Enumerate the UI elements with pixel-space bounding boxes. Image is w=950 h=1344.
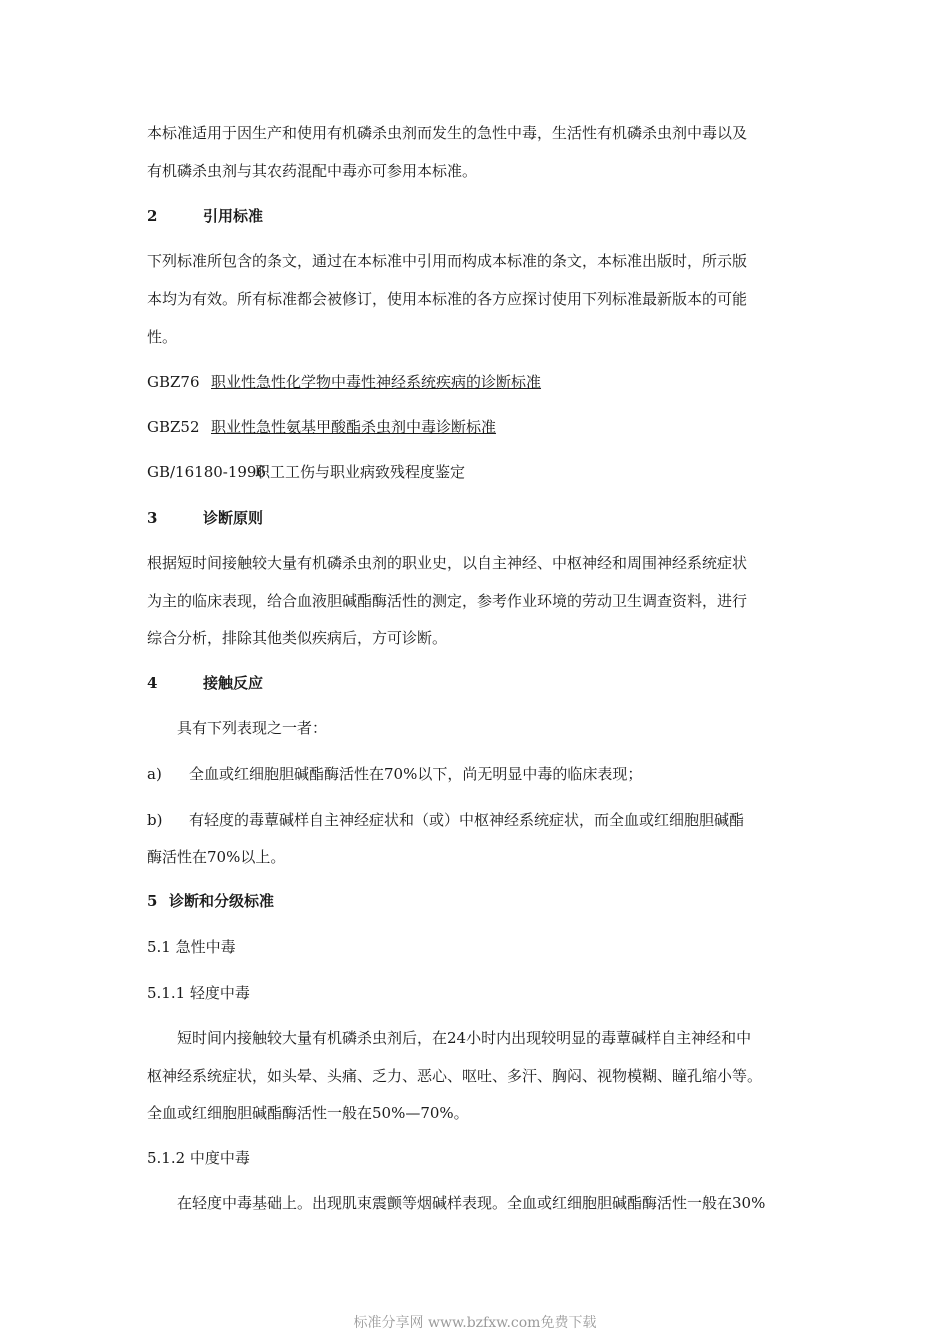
section-3-para-line: 综合分析，排除其他类似疾病后，方可诊断。 [147,629,448,647]
section-2-para-line: 本均为有效。所有标准都会被修订，使用本标准的各方应探讨使用下列标准最新版本的可能 [147,290,748,308]
subsection-5-1-1-para-line: 全血或红细胞胆碱酯酶活性一般在50%—70%。 [147,1104,469,1122]
section-3-heading [147,508,263,528]
section-title: 引用标准 [203,207,264,225]
reference-link[interactable]: 职业性急性化学物中毒性神经系统疾病的诊断标准 [211,373,542,391]
reference-code: GB/16180-1996 [147,463,267,481]
footer-watermark: 标准分享网 www.bzfxw.com免费下载 [353,1315,597,1331]
reference-link[interactable]: 职业性急性氨基甲酸酯杀虫剂中毒诊断标准 [211,418,497,436]
section-2-heading [147,206,263,226]
section-3-para-line: 为主的临床表现，给合血液胆碱酯酶活性的测定，参考作业环境的劳动卫生调查资料，进行 [147,592,748,610]
subsection-5-1-1-heading: 5.1.1 轻度中毒 [147,984,250,1002]
reference-item [147,417,496,437]
list-item-b [147,810,744,830]
reference-item [147,372,541,392]
section-title: 诊断原则 [203,509,264,527]
reference-code: GBZ52 [147,418,200,436]
reference-item [147,462,465,482]
reference-code: GBZ76 [147,373,200,391]
subsection-5-1-2-para-line: 在轻度中毒基础上。出现肌束震颤等烟碱样表现。全血或红细胞胆碱酯酶活性一般在30% [177,1194,766,1212]
scope-line-1: 本标准适用于因生产和使用有机磷杀虫剂而发生的急性中毒，生活性有机磷杀虫剂中毒以及 [147,124,748,142]
section-5-heading [147,891,274,911]
subsection-5-1-heading: 5.1 急性中毒 [147,938,236,956]
section-title: 接触反应 [203,674,264,692]
section-2-para-line: 下列标准所包含的条文，通过在本标准中引用而构成本标准的条文，本标准出版时，所示版 [147,252,748,270]
section-4-intro: 具有下列表现之一者： [177,719,328,737]
list-item-text: 有轻度的毒蕈碱样自主神经症状和（或）中枢神经系统症状，而全血或红细胞胆碱酯 [189,811,745,829]
section-number: 3 [147,509,158,527]
section-title: 诊断和分级标准 [169,892,275,910]
section-number: 2 [147,207,158,225]
section-2-para-line: 性。 [147,328,178,346]
list-item-a [147,764,642,784]
list-marker: b) [147,811,163,829]
list-item-text: 全血或红细胞胆碱酯酶活性在70%以下，尚无明显中毒的临床表现； [189,765,643,783]
subsection-5-1-2-heading: 5.1.2 中度中毒 [147,1149,250,1167]
section-4-heading [147,673,263,693]
subsection-5-1-1-para-line: 枢神经系统症状，如头晕、头痛、乏力、恶心、呕吐、多汗、胸闷、视物模糊、瞳孔缩小等。 [147,1067,763,1085]
section-number: 5 [147,892,158,910]
reference-title: 职工工伤与职业病致残程度鉴定 [255,463,466,481]
list-marker: a) [147,765,162,783]
subsection-5-1-1-para-line: 短时间内接触较大量有机磷杀虫剂后，在24小时内出现较明显的毒蕈碱样自主神经和中 [177,1029,752,1047]
scope-line-2: 有机磷杀虫剂与其农药混配中毒亦可参用本标准。 [147,162,478,180]
section-number: 4 [147,674,158,692]
section-3-para-line: 根据短时间接触较大量有机磷杀虫剂的职业史，以自主神经、中枢神经和周围神经系统症状 [147,554,748,572]
list-item-b-continuation: 酶活性在70%以上。 [147,848,286,866]
